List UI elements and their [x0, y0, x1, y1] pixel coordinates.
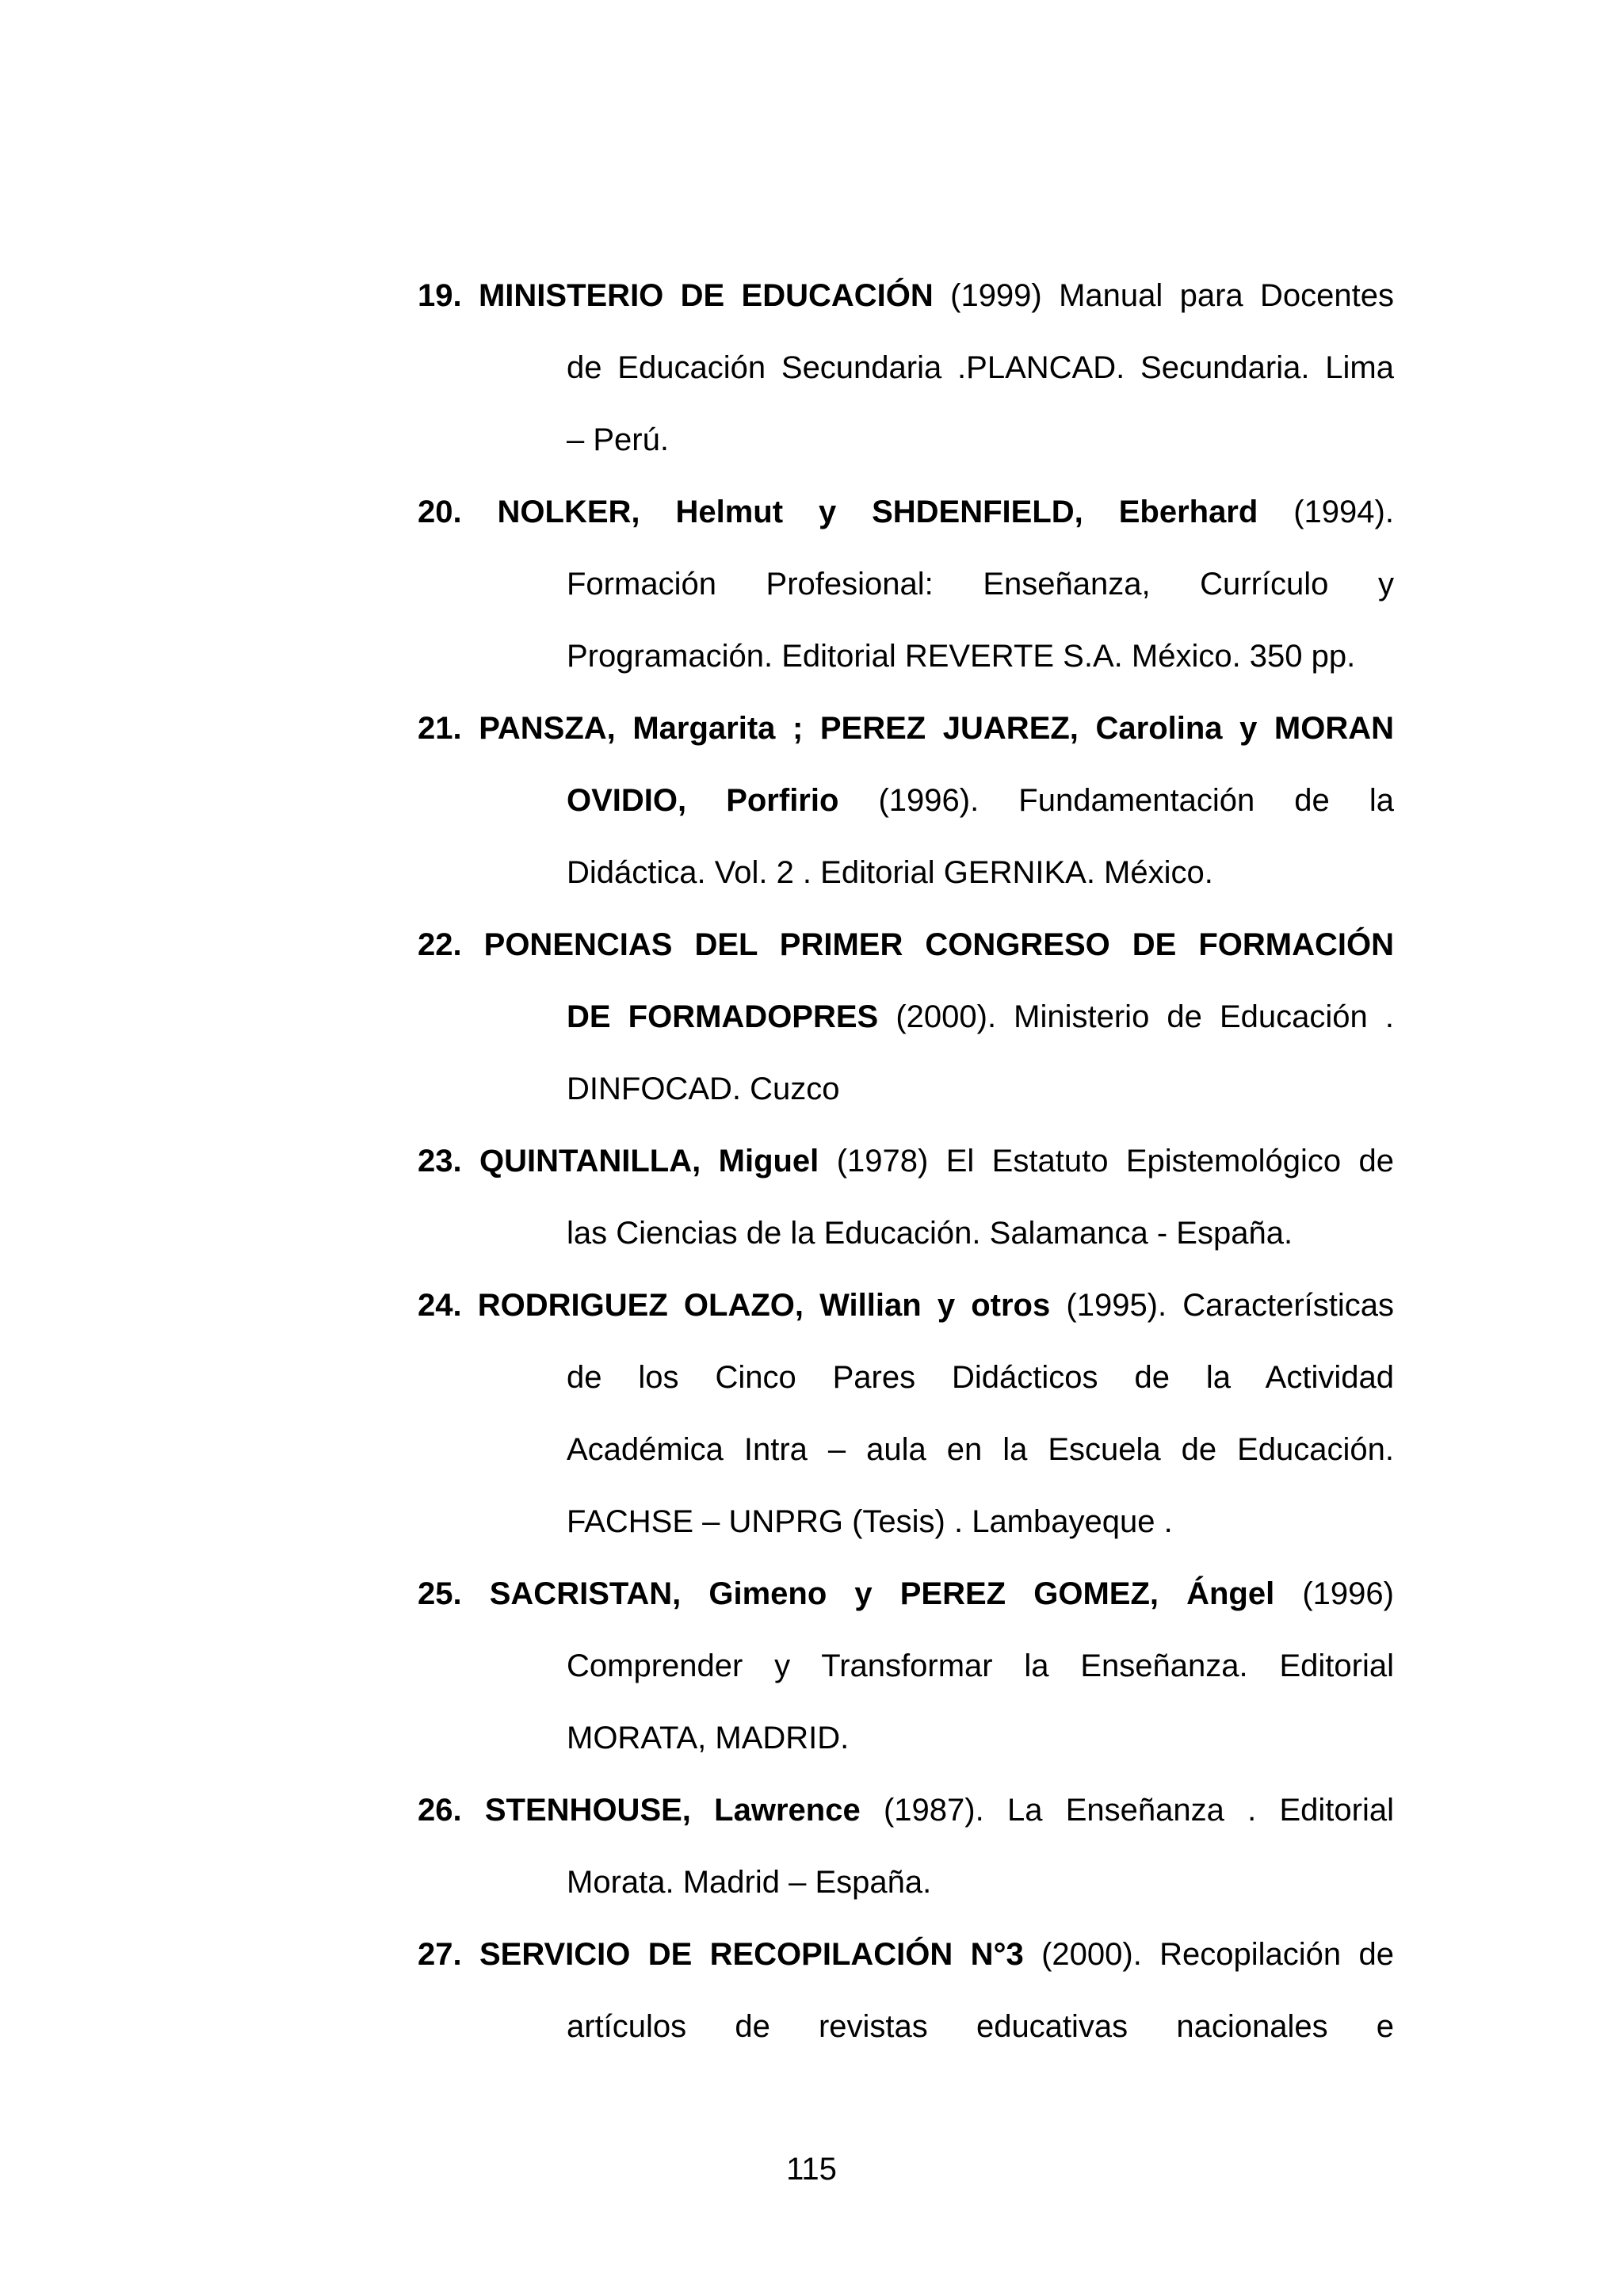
entry-continuation-line: MORATA, MADRID.: [567, 1721, 850, 1755]
entry-continuation-line: – Perú.: [567, 422, 669, 457]
bibliography-entry: [418, 476, 1394, 693]
bibliography-entry: [418, 1558, 1394, 1775]
entry-continuation-line: Morata. Madrid – España.: [567, 1865, 932, 1900]
entry-number: 27.: [418, 1937, 462, 1972]
entry-number: 23.: [418, 1144, 462, 1179]
entry-first-line: [418, 1270, 1394, 1342]
entry-number: 25.: [418, 1576, 462, 1611]
entry-continuation-line: Comprender y Transformar la Enseñanza. Editorial: [567, 1648, 1394, 1683]
entry-author: DE FORMADOPRES: [567, 999, 879, 1034]
entry-text: (1978) El Estatuto Epistemológico de: [819, 1144, 1394, 1179]
entry-number: 24.: [418, 1288, 462, 1323]
entry-author: STENHOUSE, Lawrence: [484, 1793, 861, 1828]
entry-first-line: [418, 1919, 1394, 1991]
entry-continuation-line: las Ciencias de la Educación. Salamanca - España.: [567, 1216, 1293, 1251]
entry-continuation-line: [567, 981, 1394, 1053]
entry-first-line: [418, 260, 1394, 332]
entry-author: RODRIGUEZ OLAZO, Willian y otros: [477, 1288, 1051, 1323]
entry-continuation-line: Formación Profesional: Enseñanza, Currículo y: [567, 567, 1394, 602]
entry-text: (1987). La Enseñanza . Editorial: [860, 1793, 1394, 1828]
bibliography-entry: [418, 1919, 1394, 2063]
entry-author: NOLKER, Helmut y SHDENFIELD, Eberhard: [497, 495, 1258, 529]
bibliography-entry: [418, 909, 1394, 1125]
entry-first-line: [418, 909, 1394, 981]
entry-number: 22.: [418, 927, 462, 962]
entry-continuation-line: de los Cinco Pares Didácticos de la Actividad: [567, 1360, 1394, 1395]
entry-author: SERVICIO DE RECOPILACIÓN N°3: [479, 1937, 1024, 1972]
entry-author: SACRISTAN, Gimeno y PEREZ GOMEZ, Ángel: [489, 1576, 1275, 1611]
entry-first-line: [418, 476, 1394, 548]
entry-continuation-line: de Educación Secundaria .PLANCAD. Secundaria. Lima: [567, 350, 1394, 385]
bibliography-entry: [418, 1125, 1394, 1270]
entry-first-line: [418, 1125, 1394, 1198]
entry-first-line: [418, 1775, 1394, 1847]
entry-number: 21.: [418, 711, 462, 746]
entry-continuation-line: Programación. Editorial REVERTE S.A. México. 350 pp.: [567, 639, 1356, 674]
entry-text: (1994).: [1258, 495, 1394, 529]
entry-first-line: [418, 693, 1394, 765]
bibliography-list: [418, 260, 1394, 2063]
entry-text: (2000). Recopilación de: [1023, 1937, 1394, 1972]
bibliography-entry: [418, 260, 1394, 476]
entry-author: PANSZA, Margarita ; PEREZ JUAREZ, Carolina y MORAN: [479, 711, 1394, 746]
entry-continuation-line: artículos de revistas educativas nacionales e: [567, 2009, 1394, 2044]
entry-text: (1996). Fundamentación de la: [838, 783, 1394, 818]
entry-continuation-line: Académica Intra – aula en la Escuela de Educación.: [567, 1432, 1394, 1467]
entry-number: 19.: [418, 278, 462, 313]
bibliography-entry: [418, 693, 1394, 909]
entry-text: (1996): [1274, 1576, 1394, 1611]
entry-text: (2000). Ministerio de Educación .: [878, 999, 1395, 1034]
entry-continuation-line: [567, 765, 1394, 837]
bibliography-entry: [418, 1775, 1394, 1919]
bibliography-entry: [418, 1270, 1394, 1558]
entry-number: 26.: [418, 1793, 462, 1828]
entry-continuation-line: DINFOCAD. Cuzco: [567, 1072, 840, 1106]
entry-continuation-line: Didáctica. Vol. 2 . Editorial GERNIKA. México.: [567, 855, 1213, 890]
entry-author: MINISTERIO DE EDUCACIÓN: [478, 278, 934, 313]
entry-number: 20.: [418, 495, 462, 529]
entry-author: QUINTANILLA, Miguel: [479, 1144, 819, 1179]
entry-text: (1995). Características: [1050, 1288, 1395, 1323]
page-number: 115: [786, 2152, 837, 2187]
entry-author: PONENCIAS DEL PRIMER CONGRESO DE FORMACIÓN: [483, 927, 1394, 962]
entry-author: OVIDIO, Porfirio: [567, 783, 839, 818]
entry-first-line: [418, 1558, 1394, 1630]
entry-text: (1999) Manual para Docentes: [933, 278, 1395, 313]
entry-continuation-line: FACHSE – UNPRG (Tesis) . Lambayeque .: [567, 1504, 1173, 1539]
